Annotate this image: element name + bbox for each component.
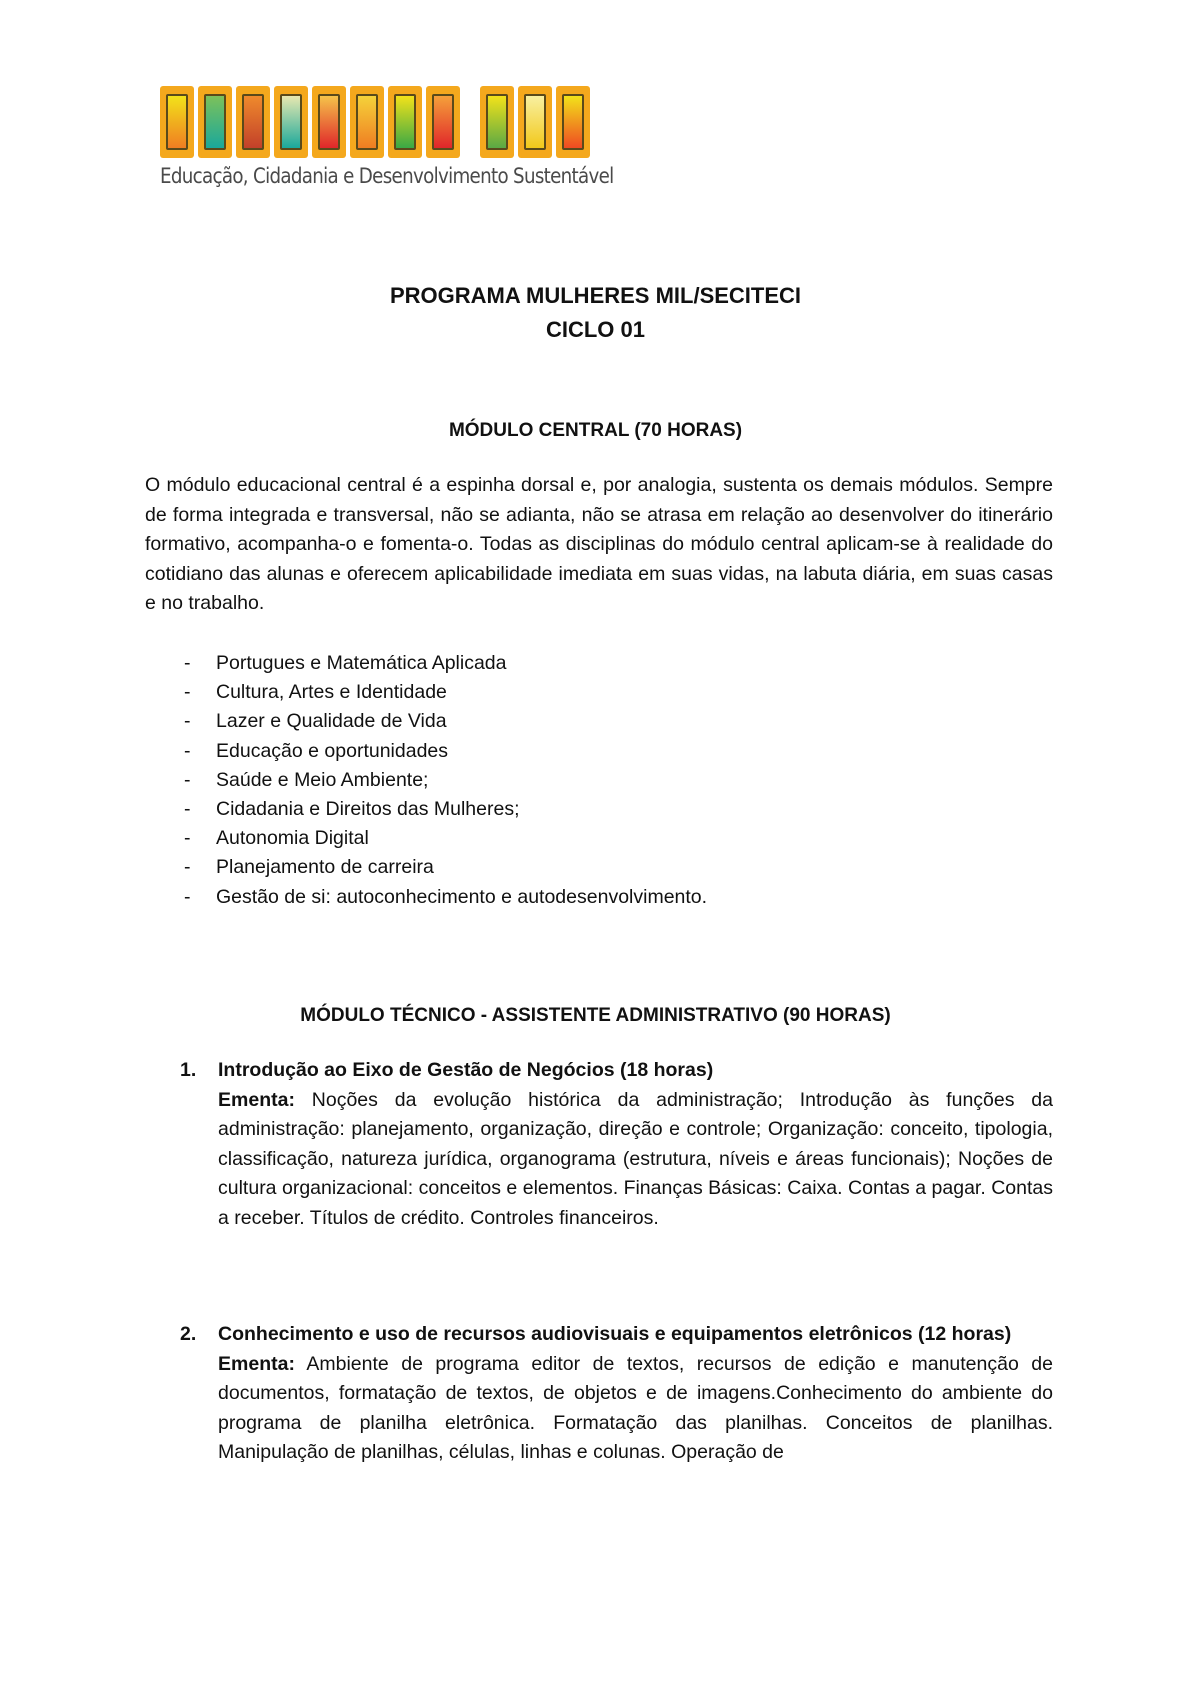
logo-letter-s <box>432 94 454 150</box>
subject-label: Cultura, Artes e Identidade <box>216 681 447 704</box>
logo-letter-tile <box>198 86 232 158</box>
logo-letter-m <box>166 94 188 150</box>
subject-label: Gestão de si: autoconhecimento e autodesenvolvimento. <box>216 885 708 908</box>
syllabus-label: Ementa: <box>218 1352 295 1375</box>
logo-letter-u <box>204 94 226 150</box>
subject-item <box>170 707 707 736</box>
technical-module-heading: MÓDULO TÉCNICO - ASSISTENTE ADMINISTRATIVO (90 HORAS) <box>300 1005 891 1026</box>
subject-item <box>170 678 707 707</box>
bullet-dash: - <box>184 856 191 879</box>
logo-letter-tile <box>426 86 460 158</box>
logo-letter-tile <box>350 86 384 158</box>
bullet-dash: - <box>184 739 191 762</box>
bullet-dash: - <box>184 710 191 733</box>
logo-tagline: Educação, Cidadania e Desenvolvimento Sustentável <box>160 164 614 188</box>
subject-item <box>170 766 707 795</box>
logo-letter-tile <box>518 86 552 158</box>
logo-letter-tiles <box>160 86 590 158</box>
bullet-dash: - <box>184 768 191 791</box>
logo-letter-tile <box>312 86 346 158</box>
logo-letter-r <box>356 94 378 150</box>
subject-item <box>170 824 707 853</box>
central-module-heading: MÓDULO CENTRAL (70 HORAS) <box>448 420 743 441</box>
logo-letter-tile <box>556 86 590 158</box>
logo-letter-m <box>486 94 508 150</box>
bullet-dash: - <box>184 681 191 704</box>
logo-letter-tile <box>236 86 270 158</box>
logo-letter-i <box>524 94 546 150</box>
central-module-subject-list <box>170 649 707 912</box>
syllabus-text: Noções da evolução histórica da administração; Introdução às funções da administração: planejamento, organização, direção e controle; Organização: conceito, tipologia, classificação, natureza jurídica, organograma (estrutura, níveis e áreas funcionais); Noções de cultura organizacional: conceitos e elementos. Finanças Básicas: Caixa. Contas a pagar. Contas a receber. Títulos de crédito. Controles financeiros. <box>218 1088 1053 1229</box>
subject-item <box>170 737 707 766</box>
document-subtitle: CICLO 01 <box>545 317 646 342</box>
subject-item <box>170 795 707 824</box>
technical-subject-2 <box>180 1320 1053 1468</box>
logo-letter-e <box>318 94 340 150</box>
subject-item <box>170 883 707 912</box>
logo-letter-tile <box>160 86 194 158</box>
subject-label: Educação e oportunidades <box>216 739 449 762</box>
subject-label: Lazer e Qualidade de Vida <box>216 710 447 733</box>
item-title: Conhecimento e uso de recursos audiovisuais e equipamentos eletrônicos (12 horas) <box>218 1323 1012 1345</box>
item-syllabus <box>218 1086 1053 1234</box>
logo-letter-tile <box>274 86 308 158</box>
subject-label: Autonomia Digital <box>216 827 369 850</box>
central-module-paragraph: O módulo educacional central é a espinha dorsal e, por analogia, sustenta os demais módulos. Sempre de forma integrada e transversal, não se adianta, não se atrasa em relação ao desenvolver do itinerário formativo, acompanha-o e fomenta-o. Todas as disciplinas do módulo central aplicam-se à realidade do cotidiano das alunas e oferecem aplicabilidade imediata em suas vidas, na labuta diária, em suas casas e no trabalho. <box>145 474 1053 614</box>
syllabus-text: Ambiente de programa editor de textos, recursos de edição e manutenção de documentos, formatação de textos, de objetos e de imagens.Conhecimento do ambiente do programa de planilha eletrônica. Formatação das planilhas. Conceitos de planilhas. Manipulação de planilhas, células, linhas e colunas. Operação de <box>218 1352 1053 1463</box>
logo-letter-tile <box>388 86 422 158</box>
syllabus-label: Ementa: <box>218 1088 295 1111</box>
logo-letter-tile <box>480 86 514 158</box>
subject-label: Portugues e Matemática Aplicada <box>216 652 507 674</box>
item-syllabus <box>218 1350 1053 1468</box>
technical-subject-1 <box>180 1056 1053 1233</box>
item-number: 2. <box>180 1323 197 1345</box>
document-title: PROGRAMA MULHERES MIL/SECITECI <box>389 283 802 308</box>
logo-letter-l <box>562 94 584 150</box>
item-title: Introdução ao Eixo de Gestão de Negócios (18 horas) <box>218 1059 714 1081</box>
bullet-dash: - <box>184 798 191 821</box>
logo-letter-e <box>394 94 416 150</box>
logo-letter-h <box>280 94 302 150</box>
bullet-dash: - <box>184 827 191 850</box>
subject-item <box>170 649 707 678</box>
subject-item <box>170 853 707 882</box>
item-number: 1. <box>180 1059 197 1081</box>
subject-label: Planejamento de carreira <box>216 856 434 879</box>
bullet-dash: - <box>184 885 191 908</box>
mulheres-mil-logo <box>160 86 614 190</box>
subject-label: Saúde e Meio Ambiente; <box>216 768 429 791</box>
bullet-dash: - <box>184 652 191 674</box>
logo-letter-l <box>242 94 264 150</box>
subject-label: Cidadania e Direitos das Mulheres; <box>216 798 520 821</box>
